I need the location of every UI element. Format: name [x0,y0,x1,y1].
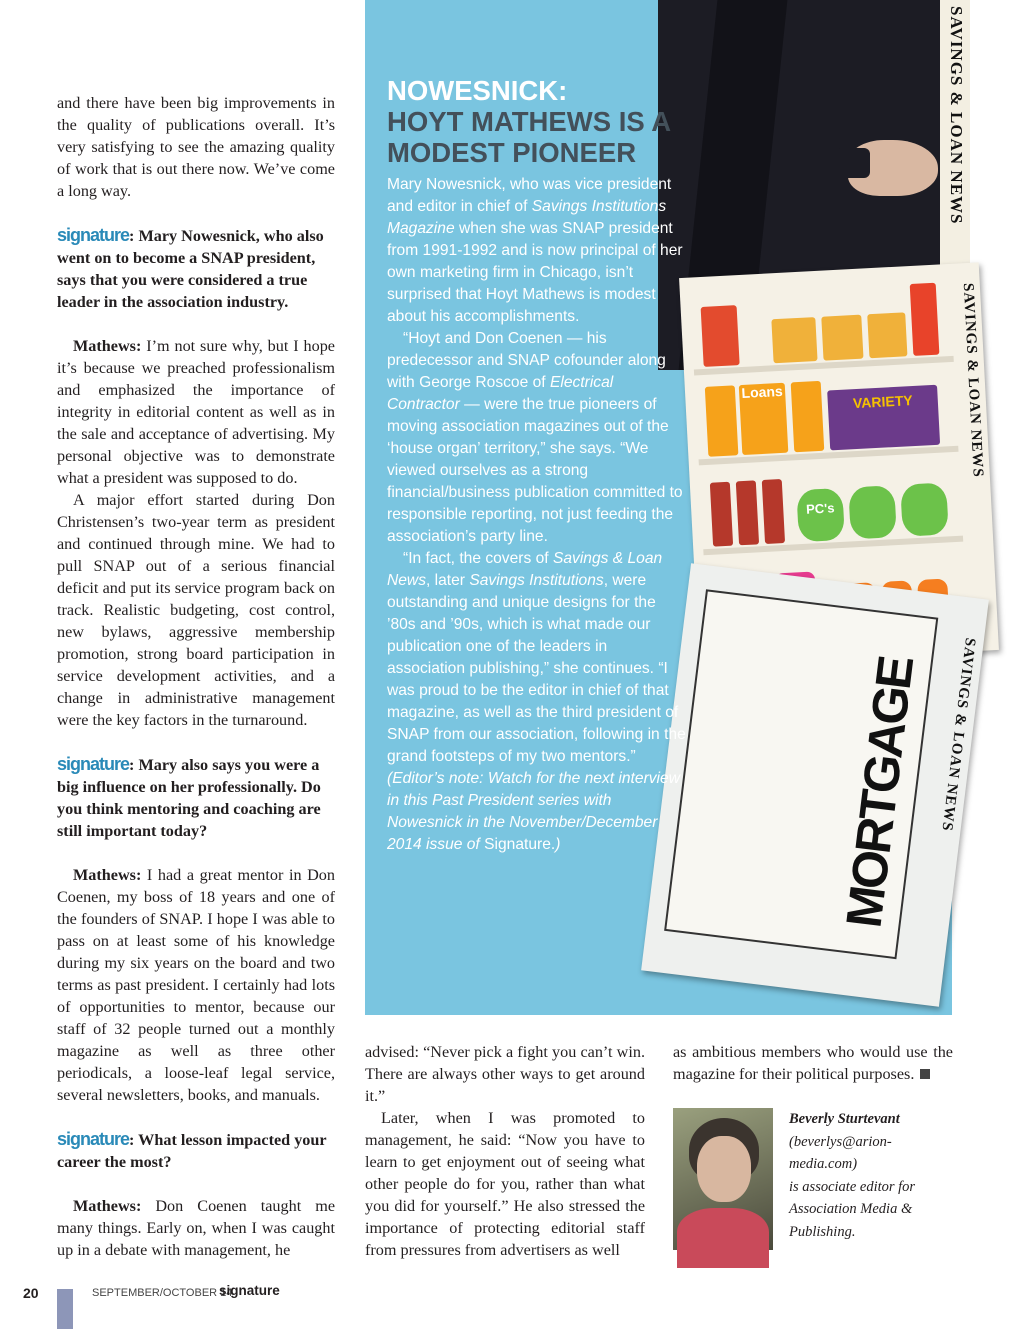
variety-package: VARIETY [827,385,940,451]
sidebar-title-line2: HOYT MATHEWS IS A MODEST PIONEER [387,106,671,168]
paragraph: A major effort started during Don Christensen’s two-year term as president and continued through mine. We had to pull SNAP out of a serious financial deficit and put its service program back on track. Realistic budgeting, cost control, new bylaws, aggressive membership promotion, strong board participation in service development activities, and a change in administrative management were the key factors in the turnaround. [57,491,335,729]
paragraph: Later, when I was promoted to management, he said: “Now you have to learn to get enjoyment out of seeing what other people do for you, rather than what you did for yourself.” He also stressed the importance of protecting editorial staff from pressures from advertisers as well [365,1109,645,1259]
loans-package: Loans [739,383,789,455]
cover-3-spine-title: SAVINGS & LOAN NEWS [938,636,979,833]
question: signature: Mary also says you were a big influence on her professionally. Do you think mentoring and coaching are still important today? [57,754,321,840]
sidebar-box [365,0,986,1015]
sidebar-title [387,75,687,168]
page-number: 20 [23,1285,39,1301]
author-email: (beverlys@arion-media.com) [789,1133,892,1172]
sidebar-paragraph-3: “In fact, the covers of Savings & Loan News, later Savings Institutions, were outstanding and unique designs for the ’80s and ’90s, which is what made our publication one of the leaders in association publishing,” she continues. “I was proud to be the editor in chief of that magazine, as well as the third president of SNAP from our association, following in the grand footsteps of my two mentors.” (Editor’s note: Watch for the next interview in this Past President series with Nowesnick in the November/December 2014 issue of Signature.) [387,550,686,853]
author-bio [789,1108,959,1243]
author-role: is associate editor for Association Media & Publishing. [789,1178,916,1240]
crossed-fingers-image [848,140,938,196]
speaker-label: Mathews: [73,1197,142,1215]
question: signature: Mary Nowesnick, who also went on to become a SNAP president, says that you were considered a true leader in the association industry. [57,225,324,311]
closing-text: as ambitious members who would use the magazine for their political purposes. [673,1043,953,1083]
mortgage-title: MORTGAGE [835,655,925,931]
cover-1-spine-title: SAVINGS & LOAN NEWS [947,6,966,225]
article-column-1 [57,92,335,1261]
cover-2-spine-title: SAVINGS & LOAN NEWS [959,282,986,479]
signature-label: signature [57,1129,130,1149]
cover-3-mortgage-game [641,563,989,1007]
game-board [664,589,938,959]
end-mark-icon [920,1069,930,1079]
pcs-jar: PC's [796,488,845,542]
sidebar-paragraph-1: Mary Nowesnick, who was vice president and editor in chief of Savings Institutions Magazine when she was SNAP president from 1991-1992 and is now principal of her own marketing firm in Chicago, isn’t surprised that Hoyt Mathews is modest about his accomplishments. [387,176,683,325]
signature-label: signature [57,754,130,774]
signature-label: signature [57,225,130,245]
question: signature: What lesson impacted your career the most? [57,1129,327,1171]
answer: Mathews: I’m not sure why, but I hope it’s because we preached professionalism and emphasized the importance of integrity in editorial content as well as in the sale and acceptance of advertising. My personal objective was to demonstrate what a president was supposed to do. [57,337,335,487]
article-column-3 [673,1041,953,1085]
author-photo [673,1108,773,1250]
speaker-label: Mathews: [73,337,142,355]
speaker-label: Mathews: [73,866,142,884]
paragraph: and there have been big improvements in the quality of publications overall. It’s very satisfying to see the amazing quality of work that is out there now. We’ve come a long way. [57,94,335,200]
answer: Mathews: Don Coenen taught me many things. Early on, when I was caught up in a debate with management, he [57,1197,335,1259]
sidebar-title-line1: NOWESNICK: [387,75,568,106]
sidebar-text [387,75,687,856]
sidebar-paragraph-2: “Hoyt and Don Coenen — his predecessor and SNAP cofounder along with George Roscoe of Electrical Contractor — were the true pioneers of moving association magazines out of the ‘house organ’ territory,” she says. “We viewed ourselves as a strong financial/business publication committed to responsible reporting, not just feeding the association’s party line. [387,330,683,545]
answer: Mathews: I had a great mentor in Don Coenen, my boss of 18 years and one of the founders of SNAP. I hope I was able to pass on at least some of his knowledge during my six years on the board and two terms as past president. I certainly had lots of opportunities to mentor, because our staff of 32 people turned out a monthly magazine as well as three other periodicals, a loose-leaf legal service, several newsletters, books, and manuals. [57,866,335,1104]
article-column-2 [365,1041,645,1261]
footer-bar [57,1289,73,1329]
magazine-name: signature [219,1283,280,1298]
paragraph: advised: “Never pick a fight you can’t win. There are always other ways to get around it.” [365,1043,645,1105]
author-name: Beverly Sturtevant [789,1111,900,1127]
issue-date: SEPTEMBER/OCTOBER 14 [92,1287,233,1299]
